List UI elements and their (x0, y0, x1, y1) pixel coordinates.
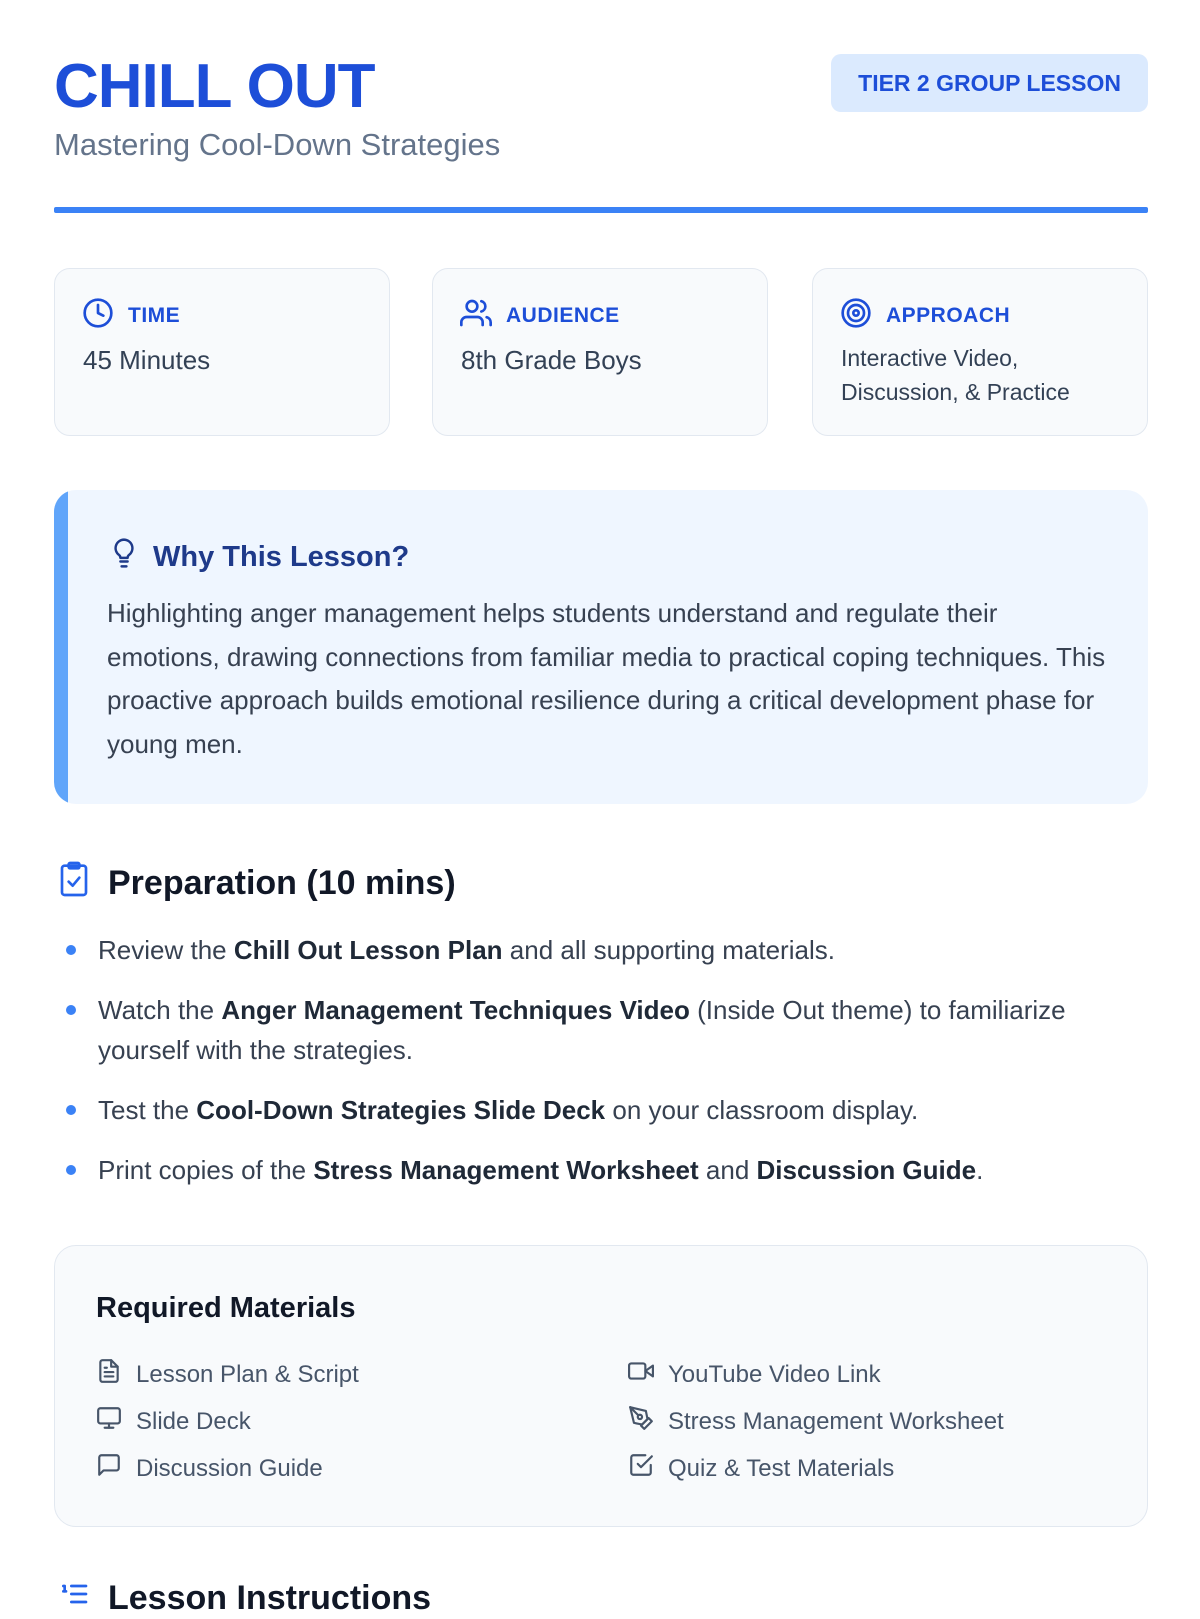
why-title-text: Why This Lesson? (153, 540, 410, 573)
item-text: Review the (98, 935, 234, 965)
list-item (54, 1090, 1148, 1130)
item-bold-text: Chill Out Lesson Plan (233, 935, 503, 965)
item-text: on your classroom display. (605, 1095, 919, 1125)
info-card-audience (432, 268, 768, 436)
page-subtitle: Mastering Cool-Down Strategies (54, 127, 501, 162)
list-ordered-icon (58, 1578, 90, 1619)
info-card-label-text: APPROACH (886, 304, 1011, 327)
material-label: Quiz & Test Materials (668, 1454, 895, 1482)
callout-accent-bar (54, 490, 68, 804)
lesson-instructions-heading (58, 1578, 431, 1619)
info-card-label (460, 297, 620, 335)
preparation-heading-text: Preparation (10 mins) (108, 864, 456, 902)
material-label: YouTube Video Link (668, 1360, 881, 1388)
material-label: Slide Deck (136, 1407, 251, 1435)
check-square-icon (628, 1452, 654, 1485)
info-card-value-line: Interactive Video, (841, 345, 1019, 371)
lightbulb-icon (109, 536, 139, 578)
item-text: Watch the (98, 995, 222, 1025)
material-label: Discussion Guide (136, 1454, 323, 1482)
why-callout (54, 490, 1148, 804)
item-bold-text: Discussion Guide (756, 1155, 977, 1185)
page-title: CHILL OUT (54, 52, 375, 121)
material-item (96, 1452, 323, 1485)
materials-card (54, 1245, 1148, 1527)
info-card-label (840, 297, 1010, 335)
file-text-icon (96, 1358, 122, 1391)
material-label: Stress Management Worksheet (668, 1407, 1004, 1435)
list-item (54, 990, 1148, 1070)
tier-badge: TIER 2 GROUP LESSON (831, 54, 1148, 112)
bullet-dot (66, 1165, 76, 1175)
clipboard-check-icon (58, 860, 90, 907)
monitor-icon (96, 1405, 122, 1438)
item-text: (Inside Out theme) to familiarize yourself with the strategies. (98, 995, 1066, 1065)
info-card-label-text: TIME (128, 304, 181, 327)
header-divider (54, 207, 1148, 213)
item-bold-text: Anger Management Techniques Video (221, 995, 690, 1025)
item-text: . (976, 1155, 984, 1185)
info-card-value: 8th Grade Boys (461, 345, 642, 375)
lesson-instructions-heading-text: Lesson Instructions (108, 1579, 432, 1617)
item-text: Print copies of the (98, 1155, 314, 1185)
list-item (54, 930, 1148, 970)
item-bold-text: Stress Management Worksheet (313, 1155, 699, 1185)
info-card-label-text: AUDIENCE (506, 304, 620, 327)
bullet-dot (66, 1005, 76, 1015)
why-title (109, 536, 409, 578)
video-icon (628, 1358, 654, 1391)
users-icon (460, 297, 492, 335)
item-text: and all supporting materials. (502, 935, 835, 965)
bullet-dot (66, 945, 76, 955)
why-body: Highlighting anger management helps students understand and regulate their emotions, drawing connections from familiar media to practical coping techniques. This proactive approach builds emotional resilience during a critical development phase for young men. (107, 598, 1106, 759)
pen-tool-icon (628, 1405, 654, 1438)
material-item (96, 1405, 251, 1438)
material-item (628, 1405, 1004, 1438)
materials-title: Required Materials (96, 1292, 356, 1324)
info-card-time (54, 268, 390, 436)
preparation-heading (58, 860, 456, 907)
info-card-label (82, 297, 180, 335)
lesson-header (54, 52, 1148, 212)
info-card-value: 45 Minutes (83, 345, 211, 375)
item-text: Test the (98, 1095, 197, 1125)
material-item (628, 1452, 894, 1485)
material-item (628, 1358, 881, 1391)
item-text: and (698, 1155, 757, 1185)
info-card-value-line: Discussion, & Practice (841, 379, 1070, 405)
bullet-dot (66, 1105, 76, 1115)
target-icon (840, 297, 872, 335)
message-square-icon (96, 1452, 122, 1485)
info-card-value (841, 341, 1070, 409)
clock-icon (82, 297, 114, 335)
item-bold-text: Cool-Down Strategies Slide Deck (196, 1095, 606, 1125)
material-item (96, 1358, 359, 1391)
info-card-approach (812, 268, 1148, 436)
list-item (54, 1150, 1148, 1190)
preparation-list (54, 930, 1148, 1210)
material-label: Lesson Plan & Script (136, 1360, 359, 1388)
